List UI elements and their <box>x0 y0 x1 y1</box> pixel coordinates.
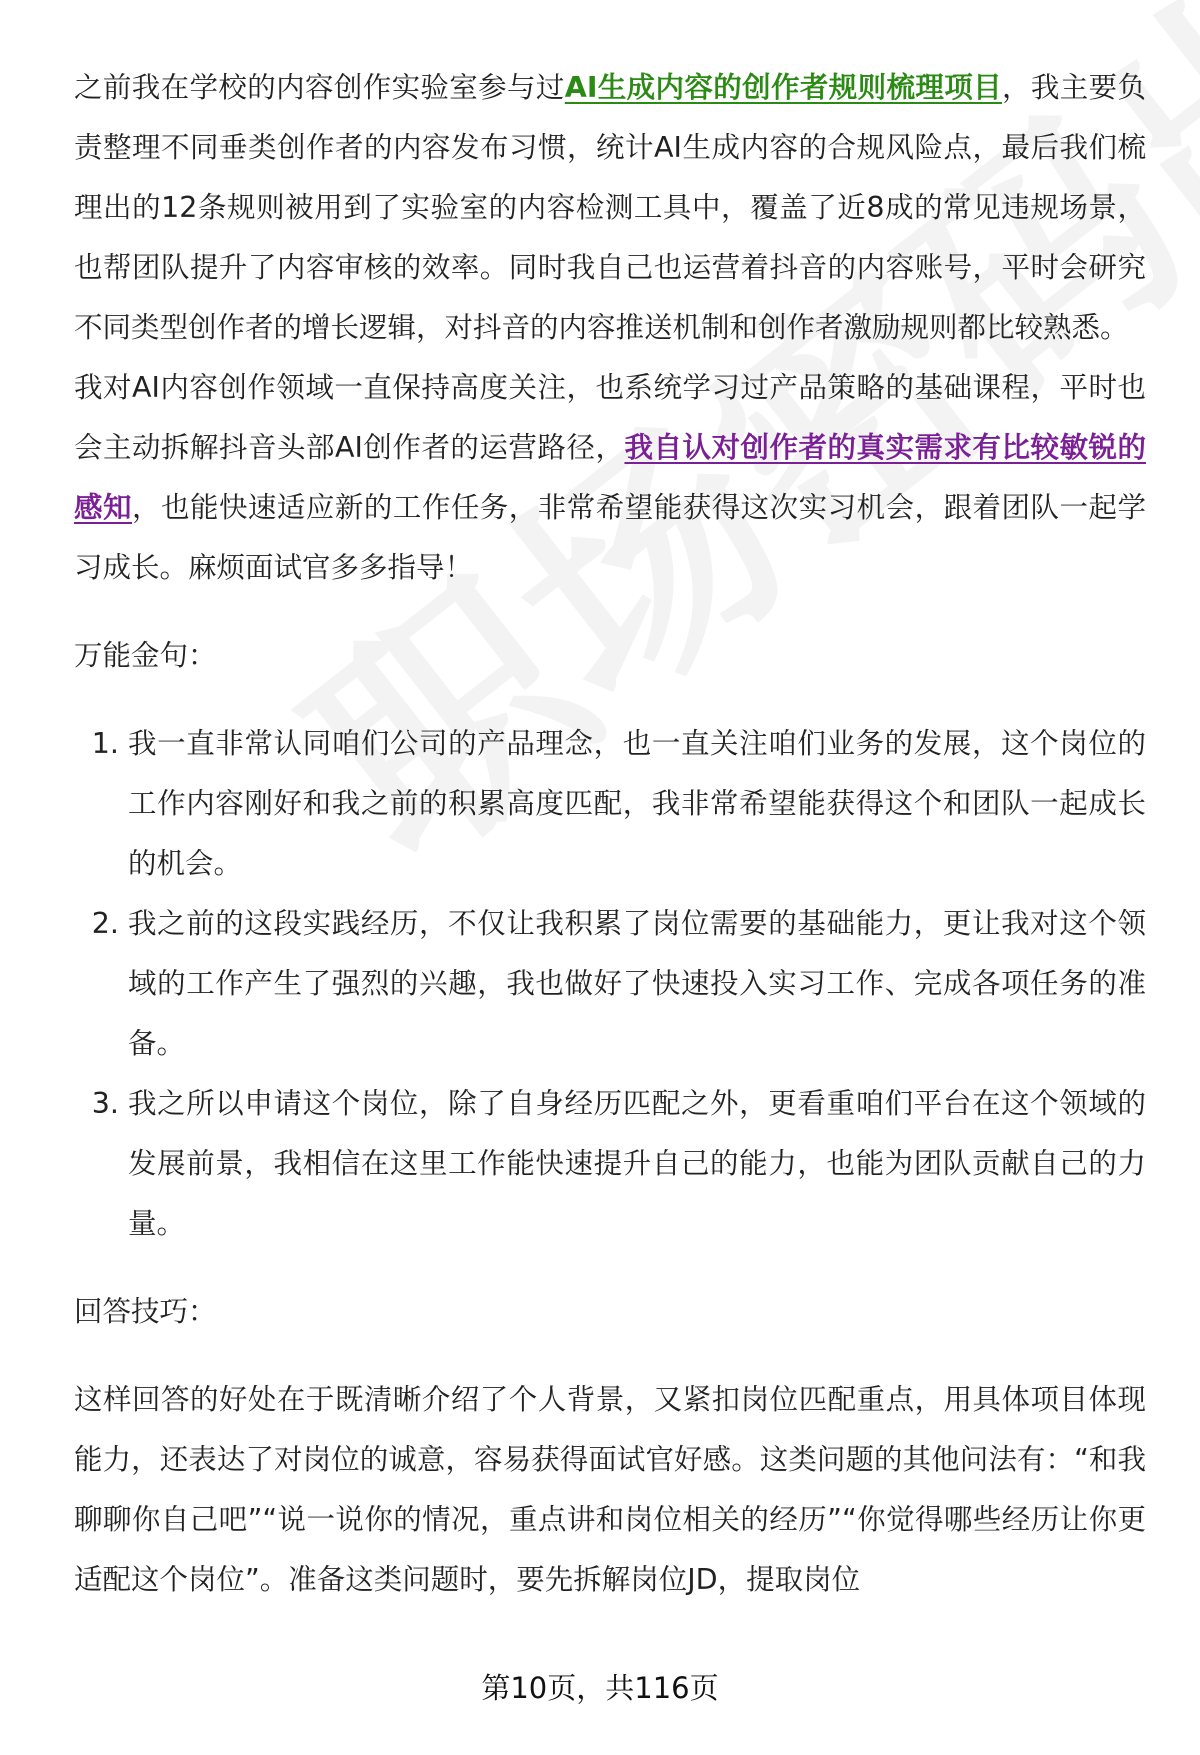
golden-sentences-list <box>74 714 1146 1254</box>
answer-tips-label: 回答技巧： <box>74 1295 217 1328</box>
highlight-insight: 我自认对创作者的真实需求有比较敏锐的感知 <box>74 431 1146 524</box>
golden-sentences-label: 万能金句： <box>74 639 217 672</box>
list-item: 1. 我一直非常认同咱们公司的产品理念，也一直关注咱们业务的发展，这个岗位的工作内容刚好和我之前的积累高度匹配，我非常希望能获得这个和团队一起成长的机会。 <box>128 714 1146 894</box>
intro-p1-text: 之前我在学校的内容创作实验室参与过 <box>74 71 565 104</box>
answer-tips-paragraph: 这样回答的好处在于既清晰介绍了个人背景，又紧扣岗位匹配重点，用具体项目体现能力，还表达了对岗位的诚意，容易获得面试官好感。这类问题的其他问法有：“和我聊聊你自己吧”“说一说你的情况，重点讲和岗位相关的经历”“你觉得哪些经历让你更适配这个岗位”。准备这类问题时，要先拆解岗位JD，提取岗位 <box>74 1383 1146 1596</box>
intro-paragraph-1 <box>74 58 1146 358</box>
intro-p2-text: 我对AI内容创作领域一直保持高度关注，也系统学习过产品策略的基础课程，平时也会主动拆解抖音头部AI创作者的运营路径， <box>74 371 1146 464</box>
list-item: 3. 我之所以申请这个岗位，除了自身经历匹配之外，更看重咱们平台在这个领域的发展前景，我相信在这里工作能快速提升自己的能力，也能为团队贡献自己的力量。 <box>128 1074 1146 1254</box>
page-number: 第10页，共116页 <box>481 1671 719 1705</box>
intro-paragraph-2 <box>74 358 1146 598</box>
page-content <box>74 58 1146 1610</box>
intro-p1-text-rest: ，我主要负责整理不同垂类创作者的内容发布习惯，统计AI生成内容的合规风险点，最后我们梳理出的12条规则被用到了实验室的内容检测工具中，覆盖了近8成的常见违规场景，也帮团队提升了内容审核的效率。同时我自己也运营着抖音的内容账号，平时会研究不同类型创作者的增长逻辑，对抖音的内容推送机制和创作者激励规则都比较熟悉。 <box>74 71 1146 344</box>
intro-p2-text-rest: ，也能快速适应新的工作任务，非常希望能获得这次实习机会，跟着团队一起学习成长。麻烦面试官多多指导！ <box>74 491 1146 584</box>
highlight-project: AI生成内容的创作者规则梳理项目 <box>564 71 1002 104</box>
list-item: 2. 我之前的这段实践经历，不仅让我积累了岗位需要的基础能力，更让我对这个领域的工作产生了强烈的兴趣，我也做好了快速投入实习工作、完成各项任务的准备。 <box>128 894 1146 1074</box>
